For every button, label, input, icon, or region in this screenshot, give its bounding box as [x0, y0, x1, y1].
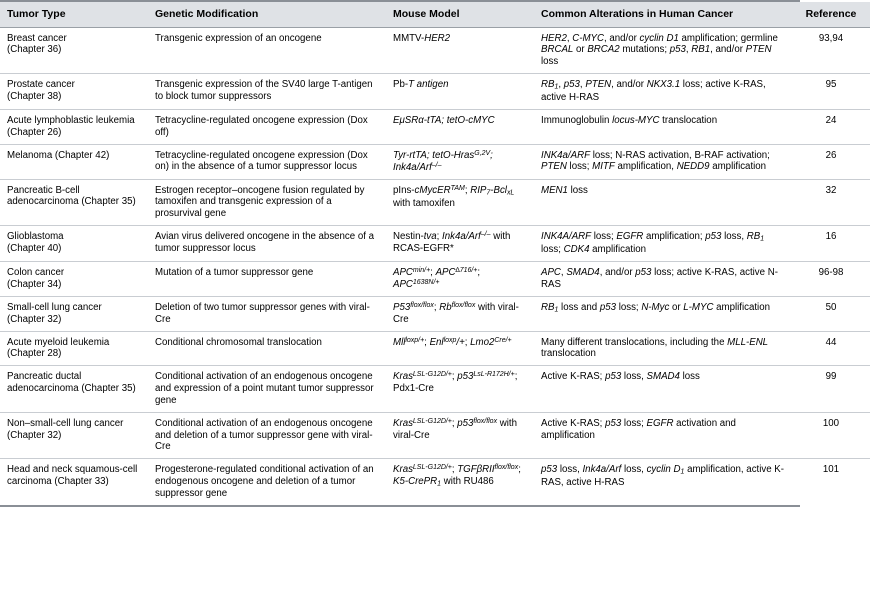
table-row: [0, 366, 870, 412]
cell-reference: 44: [792, 331, 870, 366]
table-row: [0, 261, 870, 296]
cell-reference: 93,94: [792, 27, 870, 73]
cell-mouse-model: $APC^{min/+}$; $APC^{\Delta 716/+}$; $APC^{1638N/+}$: [386, 261, 534, 296]
table-row: [0, 331, 870, 366]
table-row: [0, 459, 870, 505]
cell-mouse-model: $P53^{flox/flox}$; $Rb^{flox/flox}$ with viral-Cre: [386, 296, 534, 331]
cell-mouse-model: EμSRα-tTA; tetO-cMYC: [386, 109, 534, 144]
table-body: [0, 27, 870, 505]
cell-mouse-model: Mll$^{loxp/+}$; Enl$^{loxp}$/+; $Lmo2^{Cre/+}$: [386, 331, 534, 366]
cell-mouse-model: Kras$^{LSL-G12D/+}$; $p53^{flox/flox}$ with viral-Cre: [386, 412, 534, 458]
mouse-model-table: [0, 2, 870, 505]
column-header-tumor-type: Tumor Type: [0, 2, 148, 27]
cell-reference: 99: [792, 366, 870, 412]
cell-common-alterations: Immunoglobulin locus-MYC translocation: [534, 109, 792, 144]
cell-reference: 24: [792, 109, 870, 144]
cell-tumor-type: Acute myeloid leukemia (Chapter 28): [0, 331, 148, 366]
cell-reference: 26: [792, 144, 870, 179]
cell-mouse-model: pIns-cMycER$^{TAM}$; $RIP_7-Bcl_{xL}$ with tamoxifen: [386, 179, 534, 225]
cell-genetic-modification: Conditional activation of an endogenous oncogene and expression of a point mutant tumor suppressor gene: [148, 366, 386, 412]
cell-genetic-modification: Avian virus delivered oncogene in the absence of a tumor suppressor locus: [148, 226, 386, 262]
cell-genetic-modification: Tetracycline-regulated oncogene expression (Dox on) in the absence of a tumor suppressor locus: [148, 144, 386, 179]
cell-tumor-type: Head and neck squamous-cell carcinoma (Chapter 33): [7, 464, 138, 488]
cell-tumor-type: Acute lymphoblastic leukemia (Chapter 26): [0, 109, 148, 144]
cell-genetic-modification: Transgenic expression of the SV40 large T-antigen to block tumor suppressors: [148, 74, 386, 110]
cell-common-alterations: Many different translocations, including the MLL-ENL translocation: [534, 331, 792, 366]
table-row: [0, 226, 870, 262]
column-header-reference: Reference: [792, 2, 870, 27]
cell-mouse-model: Kras$^{LSL-G12D/+}$; TGFβRII$^{flox/flox}$; K5-CrePR$_1$ with RU486: [393, 464, 521, 488]
table-row: [0, 109, 870, 144]
cell-mouse-model: Pb-T antigen: [386, 74, 534, 110]
table-header: [0, 2, 870, 27]
cell-tumor-type: Colon cancer (Chapter 34): [0, 261, 148, 296]
cell-reference: 32: [792, 179, 870, 225]
table-row: [0, 296, 870, 331]
cell-common-alterations: MEN1 loss: [534, 179, 792, 225]
cell-genetic-modification: Deletion of two tumor suppressor genes with viral-Cre: [148, 296, 386, 331]
cell-mouse-model: MMTV-HER2: [386, 27, 534, 73]
cell-tumor-type: Glioblastoma (Chapter 40): [0, 226, 148, 262]
table-row: [0, 412, 870, 458]
cell-common-alterations: HER2, C-MYC, and/or cyclin D1 amplification; germline BRCAL or BRCA2 mutations; p53, RB1, and/or PTEN loss: [534, 27, 792, 73]
cell-tumor-type: Pancreatic ductal adenocarcinoma (Chapter 35): [0, 366, 148, 412]
cell-genetic-modification: Mutation of a tumor suppressor gene: [148, 261, 386, 296]
cell-tumor-type: Pancreatic B-cell adenocarcinoma (Chapter 35): [0, 179, 148, 225]
cell-tumor-type: Breast cancer (Chapter 36): [0, 27, 148, 73]
cell-reference: 50: [792, 296, 870, 331]
column-header-mouse-model: Mouse Model: [386, 2, 534, 27]
cell-tumor-type: Prostate cancer (Chapter 38): [0, 74, 148, 110]
cell-genetic-modification: Transgenic expression of an oncogene: [148, 27, 386, 73]
cell-mouse-model: Tyr-rtTA; tetO-Hras$^{G,2V}$; Ink4a/Arf–/–: [386, 144, 534, 179]
column-header-genetic-modification: Genetic Modification: [148, 2, 386, 27]
cell-reference: 96-98: [792, 261, 870, 296]
cell-genetic-modification: Conditional chromosomal translocation: [148, 331, 386, 366]
cell-mouse-model: Kras$^{LSL-G12D/+}$; $p53^{LsL-R172H/+}$; Pdx1-Cre: [386, 366, 534, 412]
cell-tumor-type: Non–small-cell lung cancer (Chapter 32): [0, 412, 148, 458]
cell-common-alterations: APC, SMAD4, and/or p53 loss; active K-RAS, active N-RAS: [534, 261, 792, 296]
cell-reference: 101: [822, 464, 840, 476]
table-row: [0, 74, 870, 110]
column-header-common-alterations: Common Alterations in Human Cancer: [534, 2, 792, 27]
cell-genetic-modification: Estrogen receptor–oncogene fusion regulated by tamoxifen and transgenic expression of a prosurvival gene: [148, 179, 386, 225]
cell-genetic-modification: Tetracycline-regulated oncogene expression (Dox off): [148, 109, 386, 144]
table-row: [0, 179, 870, 225]
cell-common-alterations: Active K-RAS; p53 loss, SMAD4 loss: [534, 366, 792, 412]
cell-common-alterations: $RB_1$ loss and p53 loss; N-Myc or L-MYC amplification: [534, 296, 792, 331]
cell-common-alterations: $RB_1$, p53, PTEN, and/or NKX3.1 loss; active K-RAS, active H-RAS: [534, 74, 792, 110]
cell-tumor-type: Small-cell lung cancer (Chapter 32): [0, 296, 148, 331]
cell-common-alterations: Active K-RAS; p53 loss; EGFR activation and amplification: [534, 412, 792, 458]
cell-common-alterations: p53 loss, Ink4a/Arf loss, cyclin $D_1$ amplification, active K-RAS, active H-RAS: [541, 464, 784, 489]
cell-common-alterations: INK4a/ARF loss; N-RAS activation, B-RAF activation; PTEN loss; MITF amplification, NEDD9 amplification: [534, 144, 792, 179]
table-row: [0, 27, 870, 73]
table-row: [0, 144, 870, 179]
cell-reference: 100: [792, 412, 870, 458]
table-header-row: [0, 2, 870, 27]
cell-genetic-modification: Conditional activation of an endogenous oncogene and deletion of a tumor suppressor gene with viral-Cre: [148, 412, 386, 458]
cell-mouse-model: Nestin-tva; Ink4a/Arf–/– with RCAS-EGFR*: [386, 226, 534, 262]
cell-genetic-modification: Progesterone-regulated conditional activation of an endogenous oncogene and deletion of a tumor suppressor gene: [155, 464, 374, 499]
cell-common-alterations: INK4A/ARF loss; EGFR amplification; p53 loss, $RB_1$ loss; CDK4 amplification: [534, 226, 792, 262]
cell-tumor-type: Melanoma (Chapter 42): [0, 144, 148, 179]
cell-reference: 95: [792, 74, 870, 110]
cell-reference: 16: [792, 226, 870, 262]
